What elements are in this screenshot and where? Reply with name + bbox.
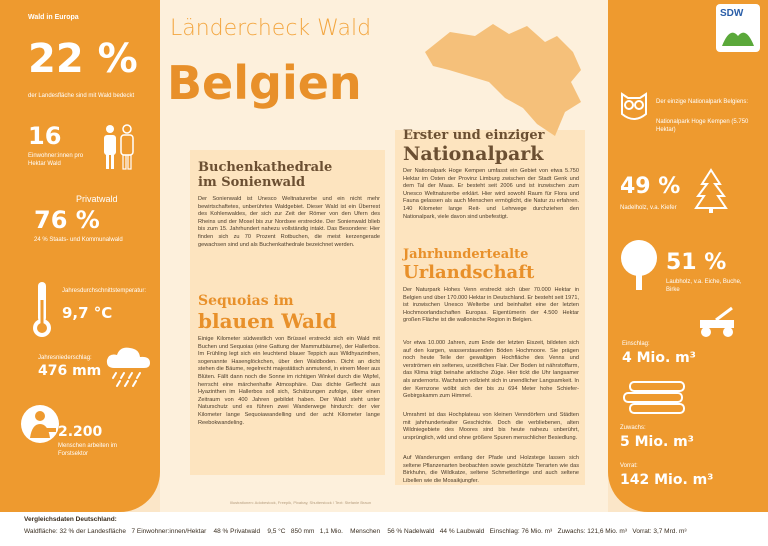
article3-title-line2: Nationalpark xyxy=(403,143,544,165)
vorrat-value: 142 Mio. m³ xyxy=(620,472,714,488)
rain-value: 476 mm xyxy=(38,363,102,379)
nadel-description: Nadelholz, v.a. Kiefer xyxy=(620,205,677,211)
page-title: Belgien xyxy=(167,56,362,110)
people-value: 16 xyxy=(28,122,62,150)
article4-body-2: Vor etwa 10.000 Jahren, zum Ende der letzten Eiszeit, bildeten sich auf den kargen, wasserstauenden Böden Hochmoore. Sie prägen noch heute Teile der gewaltigen Hochfläche des Venns und verströmen ein seltenes, urzeitliches Flair. Der Boden ist nährstoffarm, das Klima trägt beinahe arktische Züge. Hier tickt die Uhr langsamer als andernorts. Wachstum vollzieht sich in unendlicher Langsamkeit. In der Kernzone wölbt sich der bis zu 694 Meter hohe Schiefer-Gebirgskamm zum Himmel. xyxy=(403,340,579,400)
wald-description: der Landesfläche sind mit Wald bedeckt xyxy=(28,93,135,99)
article2-body: Einige Kilometer südwestlich von Brüssel erstreckt sich ein Wald mit Buchen und Sequoias (eine Gattung der Mammutbäume), der Hallerbos. Im Frühling legt sich ein leuchtend blauer Teppich aus Wildhyazinthen, sogenannte Hasenglöckchen, über den Waldboden. Dicht an dicht stehen die Bäume, regelrecht majestätisch anmutend, in einem Meer aus Blüten. Fällt dann noch die Sonne im richtigen Winkel durch die Wipfel, herrscht eine märchenhafte Atmosphäre. Das dichte Geflecht aus Hyazinthen im Hallerbos soll sich, Schätzungen zufolge, über einen Zeitraum von 400 Jahren gebildet haben. Der Wald steht unter Naturschutz und es führen zwei Wanderwege hindurch: der vier Kilometer lange Sequoiawandelling und der acht Kilometer lange Reebokwandeling. xyxy=(198,336,380,426)
footer-item: Menschen xyxy=(350,528,381,535)
article4-body-3: Umrahmt ist das Hochplateau von kleinen Venndörfern und Städten mit jahrhundertealter Geschichte. Doch die verbliebenen, alten Wildniegebiete des Moores sind bis heute nahezu unberührt, ursprünglich, wild und ohne größere Spuren menschlicher Besiedlung. xyxy=(403,412,579,441)
article4-title-line2: Urlandschaft xyxy=(403,262,535,283)
article3-title-line1: Erster und einziger xyxy=(403,128,545,143)
logs-icon xyxy=(620,380,692,416)
article1-body: Der Sonienwald ist Unesco Weltnaturerbe und ein nicht mehr bewirtschaftetes, unberührtes Waldgebiet. Dieser Wald ist ein Überrest des Kohlenwaldes, der sich zur Zeit der Römer von den Ufern des Rheins und der Mosel bis zur Nordsee erstreckte. Der Sonienwald blieb bis zum 15. Jahrhundert nahezu vollständig intakt. Das Besondere: Hier finden sich zu 70 Prozent Rotbuchen, die meist kerzengerade gewachsen sind und als Buchenkathedrale bezeichnet werden. xyxy=(198,196,380,248)
article3-body: Der Nationalpark Hoge Kempen umfasst ein Gebiet von etwa 5.750 Hektar im Osten der Provinz Limburg zwischen der Stadt Genk und dem Tal der Maas. Er besteht seit 2006 und ist inzwischen zum Unesco Weltnaturerbe erklärt. Hier wird sowohl Raum für Flora und Fauna gelassen als auch Menschen ermöglicht, die Natur zu erfahren. 140 Kilometer lange Reit- und Lehrwege durchziehen den Nationalpark, viele davon sind unbefestigt. xyxy=(403,168,579,220)
footer-item: 56 % Nadelwald xyxy=(387,528,435,535)
wald-label: Wald in Europa xyxy=(28,14,79,21)
nadel-percent: 49 % xyxy=(620,174,681,199)
article4-body-1: Der Naturpark Hohes Venn erstreckt sich über 70.000 Hektar in Belgien und über 170.000 Hektar in Deutschland. Er besteht seit 1971, ist inzwischen Unesco Welterbe und beinhaltet eine der letzten Hochmoorlandschaften Europas. Eigentümerin der 4.500 Hektar großen Fläche ist die wallonische Region in Belgien. xyxy=(403,287,579,324)
map-belgium xyxy=(405,12,605,142)
rain-label: Jahresniederschlag: xyxy=(38,355,92,361)
footer-item: Zuwachs: 121,6 Mio. m³ xyxy=(557,528,627,535)
people-icon xyxy=(102,124,136,170)
einschlag-label: Einschlag: xyxy=(622,341,650,347)
footer-item: 48 % Privatwald xyxy=(213,528,261,535)
footer-item: 7 Einwohner:innen/Hektar xyxy=(131,528,207,535)
page-subtitle: Ländercheck Wald xyxy=(170,16,372,41)
laub-description: Laubholz, v.a. Eiche, Buche, Birke xyxy=(666,279,742,293)
article4-title-line1: Jahrhundertealte xyxy=(403,247,529,262)
deciduous-tree-icon xyxy=(616,238,662,292)
article2-title-line1: Sequoias im xyxy=(198,293,294,309)
vorrat-label: Vorrat: xyxy=(620,463,638,469)
privat-description: 24 % Staats- und Kommunalwald xyxy=(34,237,123,243)
footer-item: Waldfläche: 32 % der Landesfläche xyxy=(24,528,127,535)
worker-icon xyxy=(20,404,60,444)
footer-item: 9,5 °C xyxy=(267,528,286,535)
article1-title-line1: Buchenkathedrale xyxy=(198,160,333,175)
article1-title-line2: im Sonienwald xyxy=(198,175,306,190)
footer-comparison xyxy=(24,528,687,535)
laub-percent: 51 % xyxy=(666,250,727,275)
owl-icon xyxy=(616,88,652,124)
rain-cloud-icon xyxy=(104,344,154,388)
people-description: Einwohner:innen pro Hektar Wald xyxy=(28,153,84,167)
zuwachs-value: 5 Mio. m³ xyxy=(620,434,694,450)
harvester-icon xyxy=(696,304,740,338)
footer-title: Vergleichsdaten Deutschland: xyxy=(24,516,117,523)
article2-title-line2: blauen Wald xyxy=(198,309,337,333)
temp-label: Jahresdurchschnittstemperatur: xyxy=(62,288,147,294)
footer-item: 850 mm xyxy=(290,528,315,535)
image-credit: Illustrationen: Adobestock, Freepik, Pixabay, Shutterstock / Text: Stefanie Braun xyxy=(230,500,372,505)
workers-description: Menschen arbeiten im Forstsektor xyxy=(58,443,118,457)
thermometer-icon xyxy=(30,280,54,338)
privat-label: Privatwald xyxy=(76,194,118,204)
einschlag-value: 4 Mio. m³ xyxy=(622,350,696,366)
footer-item: Vorrat: 3,7 Mrd. m³ xyxy=(632,528,687,535)
owl-text: Der einzige Nationalpark Belgiens: xyxy=(656,99,749,105)
sdw-logo-text: SDW xyxy=(720,8,744,19)
wald-percent: 22 % xyxy=(28,36,138,82)
footer-item: 44 % Laubwald xyxy=(439,528,485,535)
privat-percent: 76 % xyxy=(34,206,100,234)
footer-item: 1,1 Mio. xyxy=(319,528,343,535)
zuwachs-label: Zuwachs: xyxy=(620,425,646,431)
article4-body-4: Auf Wanderungen entlang der Pfade und Holzstege lassen sich seltene Pflanzenarten beobachten sowie geschützte Tierarten wie das Birkhuhn, die Wildkatze, seltene Schmetterlinge und auch seltene Libellen wie die Mosaikjungfer. xyxy=(403,455,579,484)
owl-park: Nationalpark Hoge Kempen (5.750 Hektar) xyxy=(656,119,749,133)
temp-value: 9,7 °C xyxy=(62,304,113,322)
sdw-logo-tree-icon xyxy=(720,24,756,48)
conifer-icon xyxy=(694,168,728,214)
workers-value: 2.200 xyxy=(58,424,103,440)
footer-item: Einschlag: 76 Mio. m³ xyxy=(489,528,553,535)
